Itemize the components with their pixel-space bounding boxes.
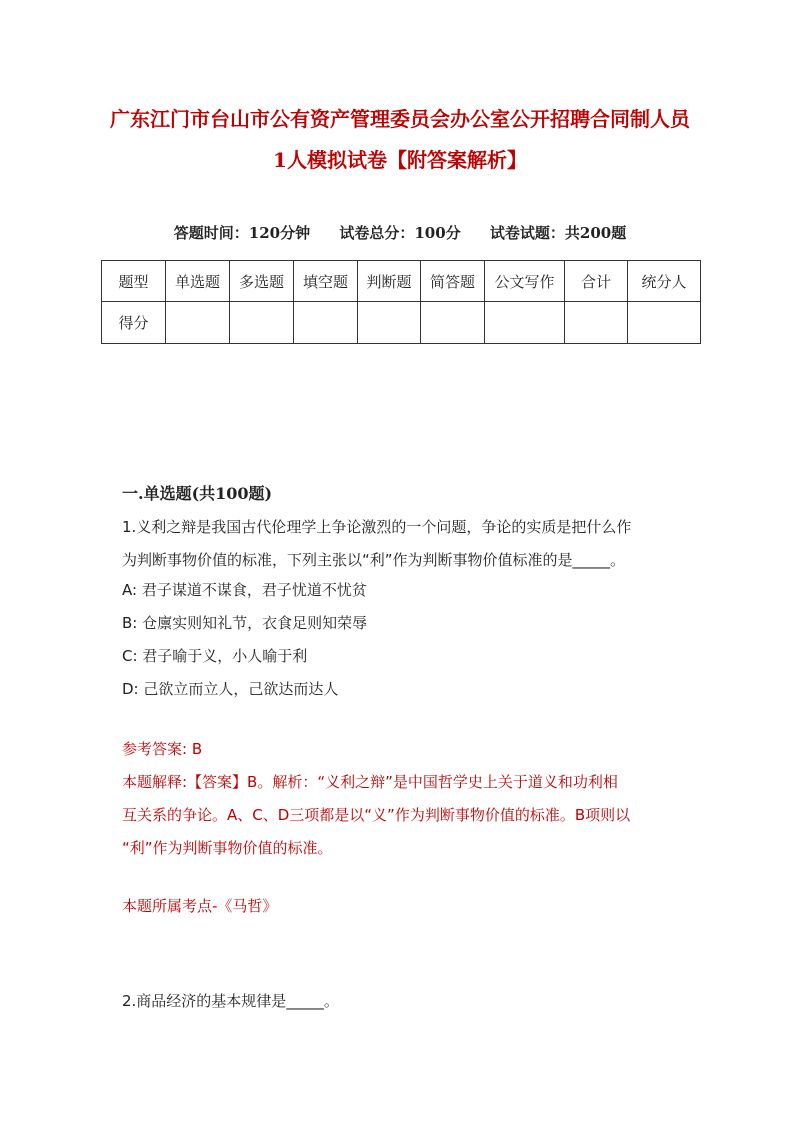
question-1-explanation [122,766,682,865]
document-title-line-1: 广东江门市台山市公有资产管理委员会办公室公开招聘合同制人员 [110,107,690,131]
question-1-stem-line-1: 1.义利之辩是我国古代伦理学上争论激烈的一个问题，争论的实质是把什么作 [122,518,632,536]
score-table-score-row [102,302,701,344]
exam-question-count: 试卷试题：共200题 [489,224,627,242]
score-table-header: 多选题 [230,261,294,302]
score-table-header: 统分人 [628,261,701,302]
option-c: C: 君子喻于义，小人喻于利 [122,647,308,665]
score-cell [421,302,485,344]
explanation-line-2: 互关系的争论。A、C、D三项都是以“义”作为判断事物价值的标准。B项则以 [122,806,631,824]
exam-time: 答题时间：120分钟 [173,224,311,242]
score-cell [628,302,701,344]
option-d: D: 己欲立而立人，己欲达而达人 [122,680,339,698]
score-table-header: 单选题 [166,261,230,302]
score-cell [166,302,230,344]
question-1-topic: 本题所属考点-《马哲》 [122,897,278,915]
score-cell [294,302,358,344]
score-table-header: 简答题 [421,261,485,302]
option-b: B: 仓廪实则知礼节，衣食足则知荣辱 [122,614,368,632]
score-table-header: 合计 [565,261,628,302]
score-cell [358,302,421,344]
question-1-stem-line-2: 为判断事物价值的标准，下列主张以“利”作为判断事物价值标准的是_____。 [122,551,626,569]
question-1-stem [122,511,682,577]
exam-total-score: 试卷总分：100分 [339,224,461,242]
score-table-header: 题型 [102,261,166,302]
score-table-header: 判断题 [358,261,421,302]
score-cell [485,302,565,344]
question-1-answer: 参考答案: B [122,740,203,758]
option-a: A: 君子谋道不谋食，君子忧道不忧贫 [122,581,367,599]
document-title-line-2: 1人模拟试卷【附答案解析】 [273,148,527,172]
section-title: 一.单选题(共100题) [122,484,273,503]
score-table-header: 公文写作 [485,261,565,302]
score-table-header: 填空题 [294,261,358,302]
question-1-options [122,574,682,706]
score-table [101,260,701,344]
explanation-line-1: 本题解释:【答案】B。解析：“义利之辩”是中国哲学史上关于道义和功利相 [122,773,618,791]
score-table-header-row [102,261,701,302]
explanation-line-3: “利”作为判断事物价值的标准。 [122,839,333,857]
score-cell [565,302,628,344]
question-2-stem: 2.商品经济的基本规律是_____。 [122,992,339,1010]
score-cell [230,302,294,344]
score-row-label: 得分 [102,302,166,344]
exam-info [0,223,800,243]
